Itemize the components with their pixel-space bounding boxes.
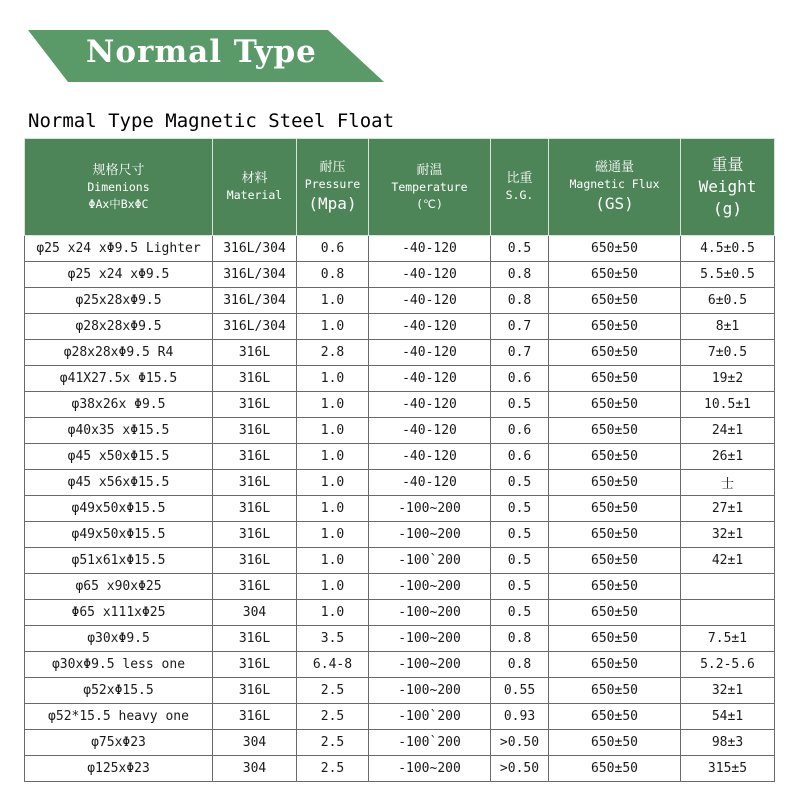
cell-pressure: 2.5 [297, 730, 369, 756]
banner-title: Normal Type [86, 34, 317, 70]
cell-temperature: -100~200 [369, 522, 491, 548]
cell-temperature: -40-120 [369, 314, 491, 340]
cell-temperature: -100~200 [369, 574, 491, 600]
cell-pressure: 1.0 [297, 470, 369, 496]
header-sg [491, 139, 549, 236]
table-row [25, 314, 775, 340]
table-row [25, 236, 775, 262]
cell-material: 316L/304 [213, 236, 297, 262]
cell-dimensions: φ51x61xΦ15.5 [25, 548, 213, 574]
cell-material: 316L [213, 704, 297, 730]
header-magnetic-flux [549, 139, 681, 236]
cell-sg: 0.6 [491, 444, 549, 470]
cell-weight [681, 600, 775, 626]
cell-pressure: 1.0 [297, 288, 369, 314]
cell-pressure: 1.0 [297, 366, 369, 392]
cell-magnetic-flux: 650±50 [549, 652, 681, 678]
cell-temperature: -100`200 [369, 548, 491, 574]
header-en-sub: (Mpa) [308, 194, 357, 213]
header-en: Magnetic Flux [569, 177, 660, 191]
cell-temperature: -100~200 [369, 600, 491, 626]
table-row [25, 730, 775, 756]
cell-material: 316L/304 [213, 314, 297, 340]
cell-material: 316L [213, 470, 297, 496]
cell-weight: 6±0.5 [681, 288, 775, 314]
cell-dimensions: φ52xΦ15.5 [25, 678, 213, 704]
cell-dimensions: φ41X27.5x Φ15.5 [25, 366, 213, 392]
cell-temperature: -40-120 [369, 444, 491, 470]
table-row [25, 626, 775, 652]
header-weight [681, 139, 775, 236]
cell-sg: >0.50 [491, 756, 549, 782]
cell-material: 304 [213, 756, 297, 782]
cell-weight: 5.5±0.5 [681, 262, 775, 288]
cell-sg: 0.55 [491, 678, 549, 704]
cell-sg: 0.5 [491, 496, 549, 522]
cell-dimensions: φ28x28xΦ9.5 [25, 314, 213, 340]
header-zh: 耐温 [416, 162, 443, 178]
header-en: Weight [698, 177, 757, 196]
cell-weight: 54±1 [681, 704, 775, 730]
cell-sg: >0.50 [491, 730, 549, 756]
cell-sg: 0.5 [491, 600, 549, 626]
cell-magnetic-flux: 650±50 [549, 444, 681, 470]
cell-dimensions: φ52*15.5 heavy one [25, 704, 213, 730]
cell-material: 316L [213, 340, 297, 366]
table-row [25, 470, 775, 496]
cell-dimensions: φ30xΦ9.5 less one [25, 652, 213, 678]
cell-pressure: 1.0 [297, 496, 369, 522]
cell-dimensions: φ25x28xΦ9.5 [25, 288, 213, 314]
header-en: S.G. [505, 188, 534, 202]
table-row [25, 418, 775, 444]
cell-material: 316L [213, 366, 297, 392]
cell-weight: 7.5±1 [681, 626, 775, 652]
cell-sg: 0.8 [491, 652, 549, 678]
header-temperature [369, 139, 491, 236]
cell-sg: 0.6 [491, 366, 549, 392]
header-zh: 磁通量 [594, 160, 634, 175]
header-en-sub: ΦAx中BxΦC [88, 196, 149, 211]
cell-sg: 0.7 [491, 340, 549, 366]
cell-magnetic-flux: 650±50 [549, 314, 681, 340]
cell-magnetic-flux: 650±50 [549, 470, 681, 496]
cell-weight: 98±3 [681, 730, 775, 756]
cell-magnetic-flux: 650±50 [549, 730, 681, 756]
cell-sg: 0.5 [491, 470, 549, 496]
table-row [25, 262, 775, 288]
table-row [25, 600, 775, 626]
table-row [25, 704, 775, 730]
cell-dimensions: φ40x35 xΦ15.5 [25, 418, 213, 444]
cell-pressure: 3.5 [297, 626, 369, 652]
cell-magnetic-flux: 650±50 [549, 574, 681, 600]
cell-pressure: 1.0 [297, 522, 369, 548]
cell-temperature: -100~200 [369, 652, 491, 678]
cell-pressure: 2.5 [297, 704, 369, 730]
header-pressure [297, 139, 369, 236]
cell-weight [681, 574, 775, 600]
cell-magnetic-flux: 650±50 [549, 392, 681, 418]
cell-weight: 4.5±0.5 [681, 236, 775, 262]
cell-material: 316L/304 [213, 262, 297, 288]
cell-sg: 0.8 [491, 626, 549, 652]
cell-material: 316L [213, 548, 297, 574]
table-row [25, 548, 775, 574]
cell-weight: 10.5±1 [681, 392, 775, 418]
cell-sg: 0.5 [491, 236, 549, 262]
cell-weight: 8±1 [681, 314, 775, 340]
cell-pressure: 0.8 [297, 262, 369, 288]
cell-dimensions: φ65 x90xΦ25 [25, 574, 213, 600]
cell-material: 316L [213, 418, 297, 444]
table-row [25, 574, 775, 600]
cell-dimensions: φ45 x56xΦ15.5 [25, 470, 213, 496]
section-banner [28, 28, 384, 84]
header-en-sub: (g) [713, 199, 742, 218]
cell-sg: 0.6 [491, 418, 549, 444]
table-row [25, 652, 775, 678]
cell-dimensions: φ30xΦ9.5 [25, 626, 213, 652]
cell-dimensions: φ25 x24 xΦ9.5 Lighter [25, 236, 213, 262]
cell-material: 316L/304 [213, 288, 297, 314]
cell-pressure: 1.0 [297, 574, 369, 600]
cell-weight: 32±1 [681, 522, 775, 548]
cell-magnetic-flux: 650±50 [549, 600, 681, 626]
cell-temperature: -100`200 [369, 704, 491, 730]
cell-material: 316L [213, 678, 297, 704]
table-row [25, 678, 775, 704]
cell-material: 316L [213, 574, 297, 600]
cell-magnetic-flux: 650±50 [549, 522, 681, 548]
cell-pressure: 2.5 [297, 678, 369, 704]
header-en-sub: (℃) [416, 196, 443, 211]
header-zh: 材料 [241, 171, 268, 186]
cell-dimensions: φ49x50xΦ15.5 [25, 496, 213, 522]
cell-material: 316L [213, 392, 297, 418]
cell-material: 304 [213, 600, 297, 626]
cell-weight: 7±0.5 [681, 340, 775, 366]
cell-weight: 27±1 [681, 496, 775, 522]
cell-dimensions: φ75xΦ23 [25, 730, 213, 756]
cell-weight: 32±1 [681, 678, 775, 704]
cell-magnetic-flux: 650±50 [549, 418, 681, 444]
cell-weight: 24±1 [681, 418, 775, 444]
cell-sg: 0.5 [491, 574, 549, 600]
cell-magnetic-flux: 650±50 [549, 756, 681, 782]
header-en: Temperature [391, 179, 468, 194]
table-row [25, 522, 775, 548]
cell-dimensions: φ49x50xΦ15.5 [25, 522, 213, 548]
cell-pressure: 1.0 [297, 548, 369, 574]
header-zh: 重量 [711, 155, 744, 174]
cell-pressure: 1.0 [297, 418, 369, 444]
cell-dimensions: φ125xΦ23 [25, 756, 213, 782]
cell-sg: 0.5 [491, 522, 549, 548]
cell-magnetic-flux: 650±50 [549, 262, 681, 288]
cell-material: 316L [213, 522, 297, 548]
cell-material: 316L [213, 496, 297, 522]
cell-dimensions: φ25 x24 xΦ9.5 [25, 262, 213, 288]
cell-pressure: 1.0 [297, 444, 369, 470]
header-en-sub: (GS) [595, 194, 634, 213]
cell-pressure: 1.0 [297, 392, 369, 418]
cell-magnetic-flux: 650±50 [549, 366, 681, 392]
cell-magnetic-flux: 650±50 [549, 678, 681, 704]
table-header-row [25, 139, 775, 236]
cell-temperature: -100`200 [369, 730, 491, 756]
cell-temperature: -40-120 [369, 236, 491, 262]
table-row [25, 366, 775, 392]
header-dimensions [25, 139, 213, 236]
cell-temperature: -100~200 [369, 626, 491, 652]
cell-pressure: 6.4-8 [297, 652, 369, 678]
cell-temperature: -100~200 [369, 496, 491, 522]
cell-temperature: -100~200 [369, 678, 491, 704]
cell-magnetic-flux: 650±50 [549, 340, 681, 366]
cell-temperature: -40-120 [369, 418, 491, 444]
cell-sg: 0.5 [491, 392, 549, 418]
header-zh: 耐压 [319, 160, 346, 175]
table-body [25, 236, 775, 782]
cell-dimensions: φ38x26x Φ9.5 [25, 392, 213, 418]
cell-magnetic-flux: 650±50 [549, 548, 681, 574]
cell-temperature: -100~200 [369, 756, 491, 782]
header-zh: 规格尺寸 [92, 162, 145, 178]
cell-pressure: 2.8 [297, 340, 369, 366]
cell-sg: 0.8 [491, 262, 549, 288]
cell-sg: 0.93 [491, 704, 549, 730]
cell-weight: 26±1 [681, 444, 775, 470]
cell-magnetic-flux: 650±50 [549, 626, 681, 652]
cell-temperature: -40-120 [369, 366, 491, 392]
table-row [25, 288, 775, 314]
cell-magnetic-flux: 650±50 [549, 496, 681, 522]
cell-temperature: -40-120 [369, 340, 491, 366]
cell-dimensions: φ28x28xΦ9.5 R4 [25, 340, 213, 366]
cell-weight: 19±2 [681, 366, 775, 392]
table-row [25, 444, 775, 470]
cell-dimensions: Φ65 x111xΦ25 [25, 600, 213, 626]
cell-material: 316L [213, 626, 297, 652]
cell-sg: 0.5 [491, 548, 549, 574]
cell-weight: 士 [681, 470, 775, 496]
cell-magnetic-flux: 650±50 [549, 704, 681, 730]
header-material [213, 139, 297, 236]
cell-sg: 0.7 [491, 314, 549, 340]
cell-pressure: 1.0 [297, 600, 369, 626]
cell-pressure: 2.5 [297, 756, 369, 782]
cell-temperature: -40-120 [369, 470, 491, 496]
cell-weight: 42±1 [681, 548, 775, 574]
cell-material: 304 [213, 730, 297, 756]
cell-magnetic-flux: 650±50 [549, 288, 681, 314]
cell-weight: 5.2-5.6 [681, 652, 775, 678]
cell-sg: 0.8 [491, 288, 549, 314]
cell-material: 316L [213, 444, 297, 470]
cell-temperature: -40-120 [369, 392, 491, 418]
table-row [25, 392, 775, 418]
document-title: Normal Type Magnetic Steel Float [28, 110, 395, 132]
table-row [25, 340, 775, 366]
cell-temperature: -40-120 [369, 288, 491, 314]
table-row [25, 496, 775, 522]
cell-material: 316L [213, 652, 297, 678]
cell-pressure: 1.0 [297, 314, 369, 340]
cell-dimensions: φ45 x50xΦ15.5 [25, 444, 213, 470]
cell-temperature: -40-120 [369, 262, 491, 288]
cell-weight: 315±5 [681, 756, 775, 782]
header-en: Pressure [304, 177, 361, 191]
cell-pressure: 0.6 [297, 236, 369, 262]
header-en: Material [226, 188, 283, 202]
header-en: Dimenions [87, 179, 150, 194]
spec-table [24, 138, 775, 782]
table-row [25, 756, 775, 782]
cell-magnetic-flux: 650±50 [549, 236, 681, 262]
header-zh: 比重 [506, 171, 533, 186]
